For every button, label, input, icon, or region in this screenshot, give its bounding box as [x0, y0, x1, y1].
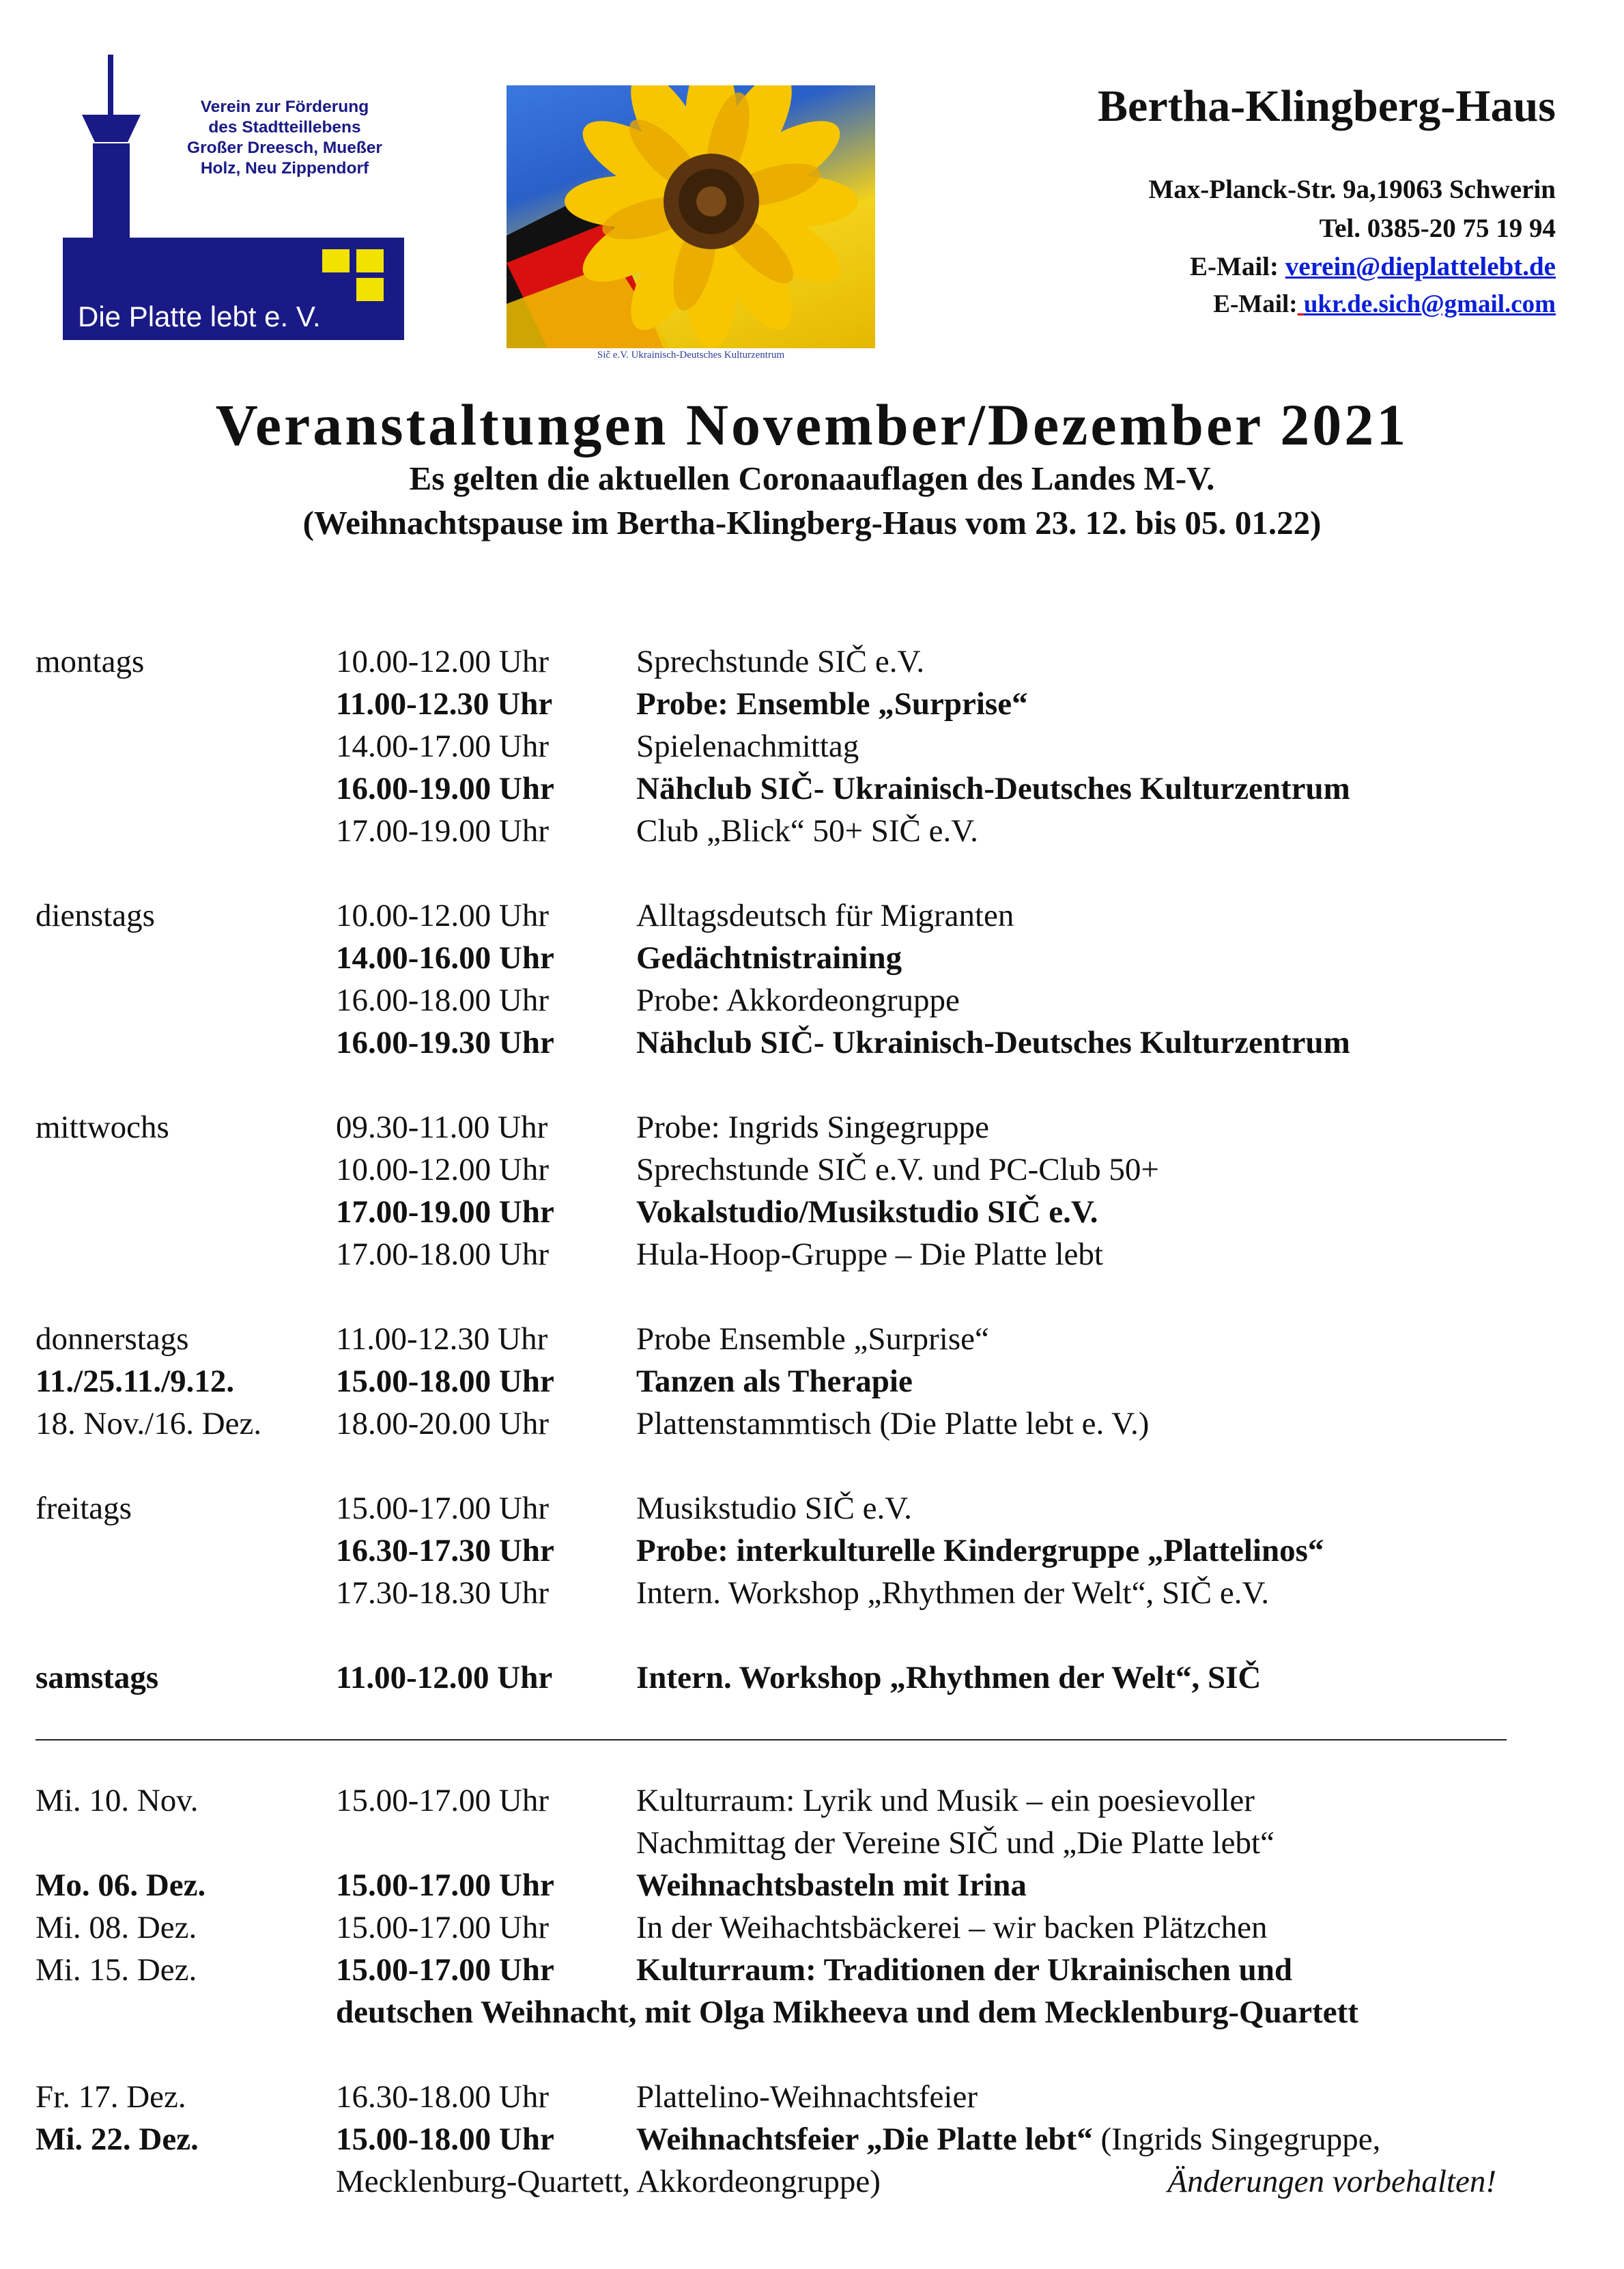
schedule-time: 10.00-12.00 Uhr [336, 1152, 549, 1187]
event-title-part: (Ingrids Singegruppe, [1092, 2122, 1381, 2157]
schedule-day: mittwochs [35, 1110, 169, 1145]
schedule-row [0, 770, 1624, 813]
event-title-part: Kulturraum [636, 1952, 806, 1988]
event-title: Kulturraum: Lyrik und Musik – ein poesievoller [636, 1783, 1255, 1818]
schedule-time: 11.00-12.00 Uhr [336, 1660, 553, 1695]
schedule-row [0, 940, 1624, 982]
schedule-time: 16.30-17.30 Uhr [336, 1533, 554, 1568]
event-row [0, 1782, 1624, 1824]
divider [35, 1739, 1507, 1740]
schedule-event: Vokalstudio/Musikstudio SIČ e.V. [636, 1194, 1098, 1230]
tower-cap [82, 115, 141, 142]
schedule-day: dienstags [35, 898, 155, 933]
schedule-event: Probe Ensemble „Surprise“ [636, 1321, 989, 1357]
schedule-time: 15.00-18.00 Uhr [336, 1364, 554, 1399]
event-title: In der Weihachtsbäckerei – wir backen Plätzchen [636, 1910, 1268, 1945]
schedule-day: 11./25.11./9.12. [35, 1364, 235, 1399]
event-date: Mi. 08. Dez. [35, 1910, 197, 1945]
schedule-day: 18. Nov./16. Dez. [35, 1406, 262, 1441]
event-date: Fr. 17. Dez. [35, 2079, 186, 2115]
logo-line: Holz, Neu Zippendorf [200, 159, 369, 178]
schedule-event: Musikstudio SIČ e.V. [636, 1491, 912, 1526]
schedule-event: Nähclub SIČ- Ukrainisch-Deutsches Kulturzentrum [636, 771, 1350, 806]
event-date: Mi. 15. Dez. [35, 1952, 197, 1988]
email-label: E-Mail: [1213, 290, 1298, 318]
schedule-event: Spielenachmittag [636, 729, 859, 764]
event-row [0, 1824, 1624, 1867]
christmas-break-notice: (Weihnachtspause im Bertha-Klingberg-Haus vom 23. 12. bis 05. 01.22) [302, 504, 1322, 541]
schedule-row [0, 643, 1624, 686]
schedule-event: Probe: Akkordeongruppe [636, 983, 960, 1018]
event-row [0, 1951, 1624, 1994]
schedule-row [0, 1194, 1624, 1236]
logo-subtitle [165, 97, 404, 179]
email-link-verein[interactable]: verein@dieplattelebt.de [1285, 252, 1556, 281]
logo-line: des Stadtteillebens [208, 118, 361, 137]
event-time: 15.00-18.00 Uhr [336, 2122, 554, 2157]
schedule-event: Sprechstunde SIČ e.V. [636, 644, 925, 679]
schedule-event: Probe: Ingrids Singegruppe [636, 1110, 989, 1145]
sunflower-icon [507, 85, 875, 348]
schedule-day: montags [35, 644, 145, 679]
logo-line: Verein zur Förderung [200, 98, 369, 116]
event-title-cont: Nachmittag der Vereine SIČ und „Die Platte lebt“ [636, 1825, 1274, 1861]
email-line-1 [1190, 251, 1556, 282]
event-time: 15.00-17.00 Uhr [336, 1783, 549, 1818]
schedule-time: 16.00-18.00 Uhr [336, 983, 549, 1018]
schedule-time: 17.00-19.00 Uhr [336, 1194, 554, 1230]
event-row [0, 1994, 1624, 2036]
platte-lebt-logo [63, 55, 404, 341]
org-name: Bertha-Klingberg-Haus [1098, 81, 1556, 131]
email-label: E-Mail: [1190, 252, 1285, 281]
event-row [0, 2078, 1624, 2121]
logo-line: Großer Dreesch, Mueßer [187, 139, 382, 157]
schedule-time: 15.00-17.00 Uhr [336, 1491, 549, 1526]
schedule-event: Hula-Hoop-Gruppe – Die Platte lebt [636, 1237, 1103, 1272]
schedule-time: 17.00-19.00 Uhr [336, 813, 549, 849]
event-title: Weihnachtsbasteln mit Irina [636, 1868, 1027, 1903]
event-title-cont: Mecklenburg-Quartett, Akkordeongruppe) [336, 2164, 881, 2199]
schedule-day: samstags [35, 1660, 159, 1695]
schedule-row [0, 1236, 1624, 1278]
schedule-row [0, 1659, 1624, 1702]
corona-notice: Es gelten die aktuellen Coronaauflagen des Landes M-V. [409, 460, 1215, 497]
event-row [0, 2121, 1624, 2163]
event-time: 15.00-17.00 Uhr [336, 1952, 554, 1988]
schedule-event: Tanzen als Therapie [636, 1364, 913, 1399]
event-time: 16.30-18.00 Uhr [336, 2079, 549, 2115]
schedule-time: 10.00-12.00 Uhr [336, 898, 549, 933]
schedule-row [0, 1405, 1624, 1448]
logo-name: Die Platte lebt e. V. [78, 300, 321, 333]
schedule-time: 10.00-12.00 Uhr [336, 644, 549, 679]
schedule-event: Plattenstammtisch (Die Platte lebt e. V.) [636, 1406, 1150, 1441]
schedule-time: 11.00-12.30 Uhr [336, 686, 553, 722]
schedule-day: donnerstags [35, 1321, 189, 1357]
yellow-square-icon [322, 249, 350, 272]
yellow-square-icon [356, 249, 384, 272]
schedule-row [0, 686, 1624, 728]
schedule-time: 11.00-12.30 Uhr [336, 1321, 548, 1357]
schedule-row [0, 1490, 1624, 1532]
schedule-day: freitags [35, 1491, 132, 1526]
event-time: 15.00-17.00 Uhr [336, 1910, 549, 1945]
sunflower-caption: Sič e.V. Ukrainisch-Deutsches Kulturzentrum [597, 350, 785, 361]
schedule-row [0, 1575, 1624, 1617]
phone: Tel. 0385-20 75 19 94 [1319, 214, 1556, 243]
event-row [0, 1867, 1624, 1909]
event-date: Mo. 06. Dez. [35, 1868, 206, 1903]
event-date: Mi. 10. Nov. [35, 1783, 199, 1818]
email-line-2 [1213, 290, 1556, 319]
schedule-event: Gedächtnistraining [636, 940, 902, 976]
event-row [0, 1909, 1624, 1951]
schedule-time: 18.00-20.00 Uhr [336, 1406, 549, 1441]
event-title: Plattelino-Weihnachtsfeier [636, 2079, 978, 2115]
schedule-event: Probe: interkulturelle Kindergruppe „Plattelinos“ [636, 1533, 1324, 1568]
schedule-time: 14.00-16.00 Uhr [336, 940, 554, 976]
schedule-row [0, 1024, 1624, 1067]
page-title: Veranstaltungen November/Dezember 2021 [215, 392, 1409, 457]
event-title-cont: deutschen Weihnacht, mit Olga Mikheeva und dem Mecklenburg-Quartett [336, 1995, 1358, 2030]
schedule-event: Alltagsdeutsch für Migranten [636, 898, 1014, 933]
schedule-event: Sprechstunde SIČ e.V. und PC-Club 50+ [636, 1152, 1159, 1187]
schedule-row [0, 982, 1624, 1024]
sunflower-image [507, 85, 875, 348]
yellow-square-icon [356, 278, 384, 301]
schedule-time: 14.00-17.00 Uhr [336, 729, 549, 764]
event-date: Mi. 22. Dez. [35, 2122, 199, 2157]
schedule-event: Intern. Workshop „Rhythmen der Welt“, SIČ [636, 1660, 1262, 1695]
schedule-time: 17.00-18.00 Uhr [336, 1237, 549, 1272]
schedule-event: Nähclub SIČ- Ukrainisch-Deutsches Kulturzentrum [636, 1025, 1350, 1060]
event-time: 15.00-17.00 Uhr [336, 1868, 554, 1903]
changes-note: Änderungen vorbehalten! [1167, 2164, 1496, 2199]
schedule-row [0, 1532, 1624, 1575]
schedule-row [0, 728, 1624, 770]
schedule-time: 16.00-19.00 Uhr [336, 771, 554, 806]
schedule-time: 17.30-18.30 Uhr [336, 1575, 549, 1611]
event-title-part: Weihnachtsfeier „Die Platte lebt“ [636, 2122, 1093, 2157]
schedule-row [0, 1363, 1624, 1405]
schedule-event: Probe: Ensemble „Surprise“ [636, 686, 1028, 722]
schedule-row [0, 1151, 1624, 1194]
email-link-sich[interactable]: ukr.de.sich@gmail.com [1303, 290, 1556, 318]
schedule-event: Intern. Workshop „Rhythmen der Welt“, SIČ e.V. [636, 1575, 1270, 1611]
schedule-time: 09.30-11.00 Uhr [336, 1110, 548, 1145]
event-title-part: : Traditionen der Ukrainischen und [806, 1952, 1293, 1988]
event-title [636, 2121, 1380, 2158]
schedule-row [0, 1109, 1624, 1151]
email-space-mark [1298, 290, 1304, 318]
schedule-time: 16.00-19.30 Uhr [336, 1025, 554, 1060]
address: Max-Planck-Str. 9a,19063 Schwerin [1148, 175, 1556, 204]
event-title [636, 1951, 1292, 1988]
schedule-row [0, 897, 1624, 940]
event-row [0, 2163, 1624, 2205]
tower-icon [108, 55, 113, 115]
schedule-row [0, 813, 1624, 855]
schedule-row [0, 1321, 1624, 1363]
schedule-event: Club „Blick“ 50+ SIČ e.V. [636, 813, 978, 849]
